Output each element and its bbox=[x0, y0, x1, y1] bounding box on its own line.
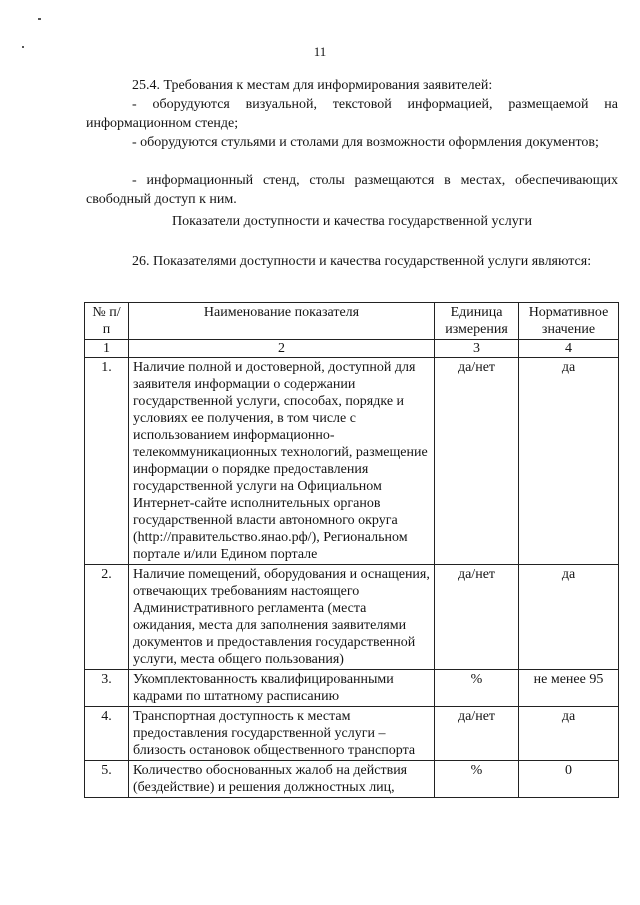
row-indicator-name: Транспортная доступность к местам предоставления государственной услуги – близость остановок общественного транспорта bbox=[129, 707, 435, 761]
section-25-4-title: 25.4. Требования к местам для информирования заявителей: bbox=[132, 78, 493, 93]
section-25-4-item-3: - информационный стенд, столы размещаются в местах, обеспечивающих свободный доступ к ним. bbox=[86, 173, 618, 207]
section-25-4-item-2: - оборудуются стульями и столами для возможности оформления документов; bbox=[132, 135, 599, 150]
row-indicator-name: Количество обоснованных жалоб на действия (бездействие) и решения должностных лиц, bbox=[129, 761, 435, 798]
row-norm: да bbox=[519, 358, 619, 565]
row-indicator-name: Наличие помещений, оборудования и оснащения, отвечающих требованиям настоящего Административного регламента (места ожидания, места для заполнения заявителями документов и предоставления государственной услуги, места общего пользования) bbox=[129, 565, 435, 670]
row-unit: % bbox=[435, 761, 519, 798]
table-row bbox=[85, 707, 619, 761]
row-number: 1. bbox=[85, 358, 129, 565]
row-norm: да bbox=[519, 565, 619, 670]
section-26-text: 26. Показателями доступности и качества государственной услуги являются: bbox=[132, 254, 592, 269]
row-norm: да bbox=[519, 707, 619, 761]
header-norm: Нормативное значение bbox=[519, 303, 619, 340]
row-unit: да/нет bbox=[435, 565, 519, 670]
scan-mark bbox=[38, 18, 41, 20]
index-cell: 1 bbox=[85, 340, 129, 358]
table-index-row bbox=[85, 340, 619, 358]
header-name: Наименование показателя bbox=[129, 303, 435, 340]
row-unit: % bbox=[435, 670, 519, 707]
header-num: № п/п bbox=[85, 303, 129, 340]
page-number: 11 bbox=[313, 44, 327, 59]
row-number: 3. bbox=[85, 670, 129, 707]
index-cell: 2 bbox=[129, 340, 435, 358]
indicators-table bbox=[84, 302, 619, 798]
table-row bbox=[85, 358, 619, 565]
row-number: 4. bbox=[85, 707, 129, 761]
row-unit: да/нет bbox=[435, 358, 519, 565]
table-row bbox=[85, 565, 619, 670]
row-indicator-name: Укомплектованность квалифицированными кадрами по штатному расписанию bbox=[129, 670, 435, 707]
index-cell: 4 bbox=[519, 340, 619, 358]
row-indicator-name: Наличие полной и достоверной, доступной для заявителя информации о содержании государственной услуги, способах, порядке и условиях ее получения, в том числе с использованием информационно-телекоммуникационных технологий, размещение информации о порядке предоставления государственной услуги на Официальном Интернет-сайте исполнительных органов государственной власти автономного округа (http://правительство.янао.рф/), Региональном портале и/или Едином портале bbox=[129, 358, 435, 565]
row-unit: да/нет bbox=[435, 707, 519, 761]
table-row bbox=[85, 761, 619, 798]
section-heading: Показатели доступности и качества государственной услуги bbox=[172, 214, 532, 229]
section-25-4-item-1: - оборудуются визуальной, текстовой информацией, размещаемой на информационном стенде; bbox=[86, 97, 618, 131]
row-norm: не менее 95 bbox=[519, 670, 619, 707]
index-cell: 3 bbox=[435, 340, 519, 358]
row-number: 2. bbox=[85, 565, 129, 670]
row-number: 5. bbox=[85, 761, 129, 798]
table-row bbox=[85, 670, 619, 707]
table-header-row bbox=[85, 303, 619, 340]
header-unit: Единица измерения bbox=[435, 303, 519, 340]
row-norm: 0 bbox=[519, 761, 619, 798]
